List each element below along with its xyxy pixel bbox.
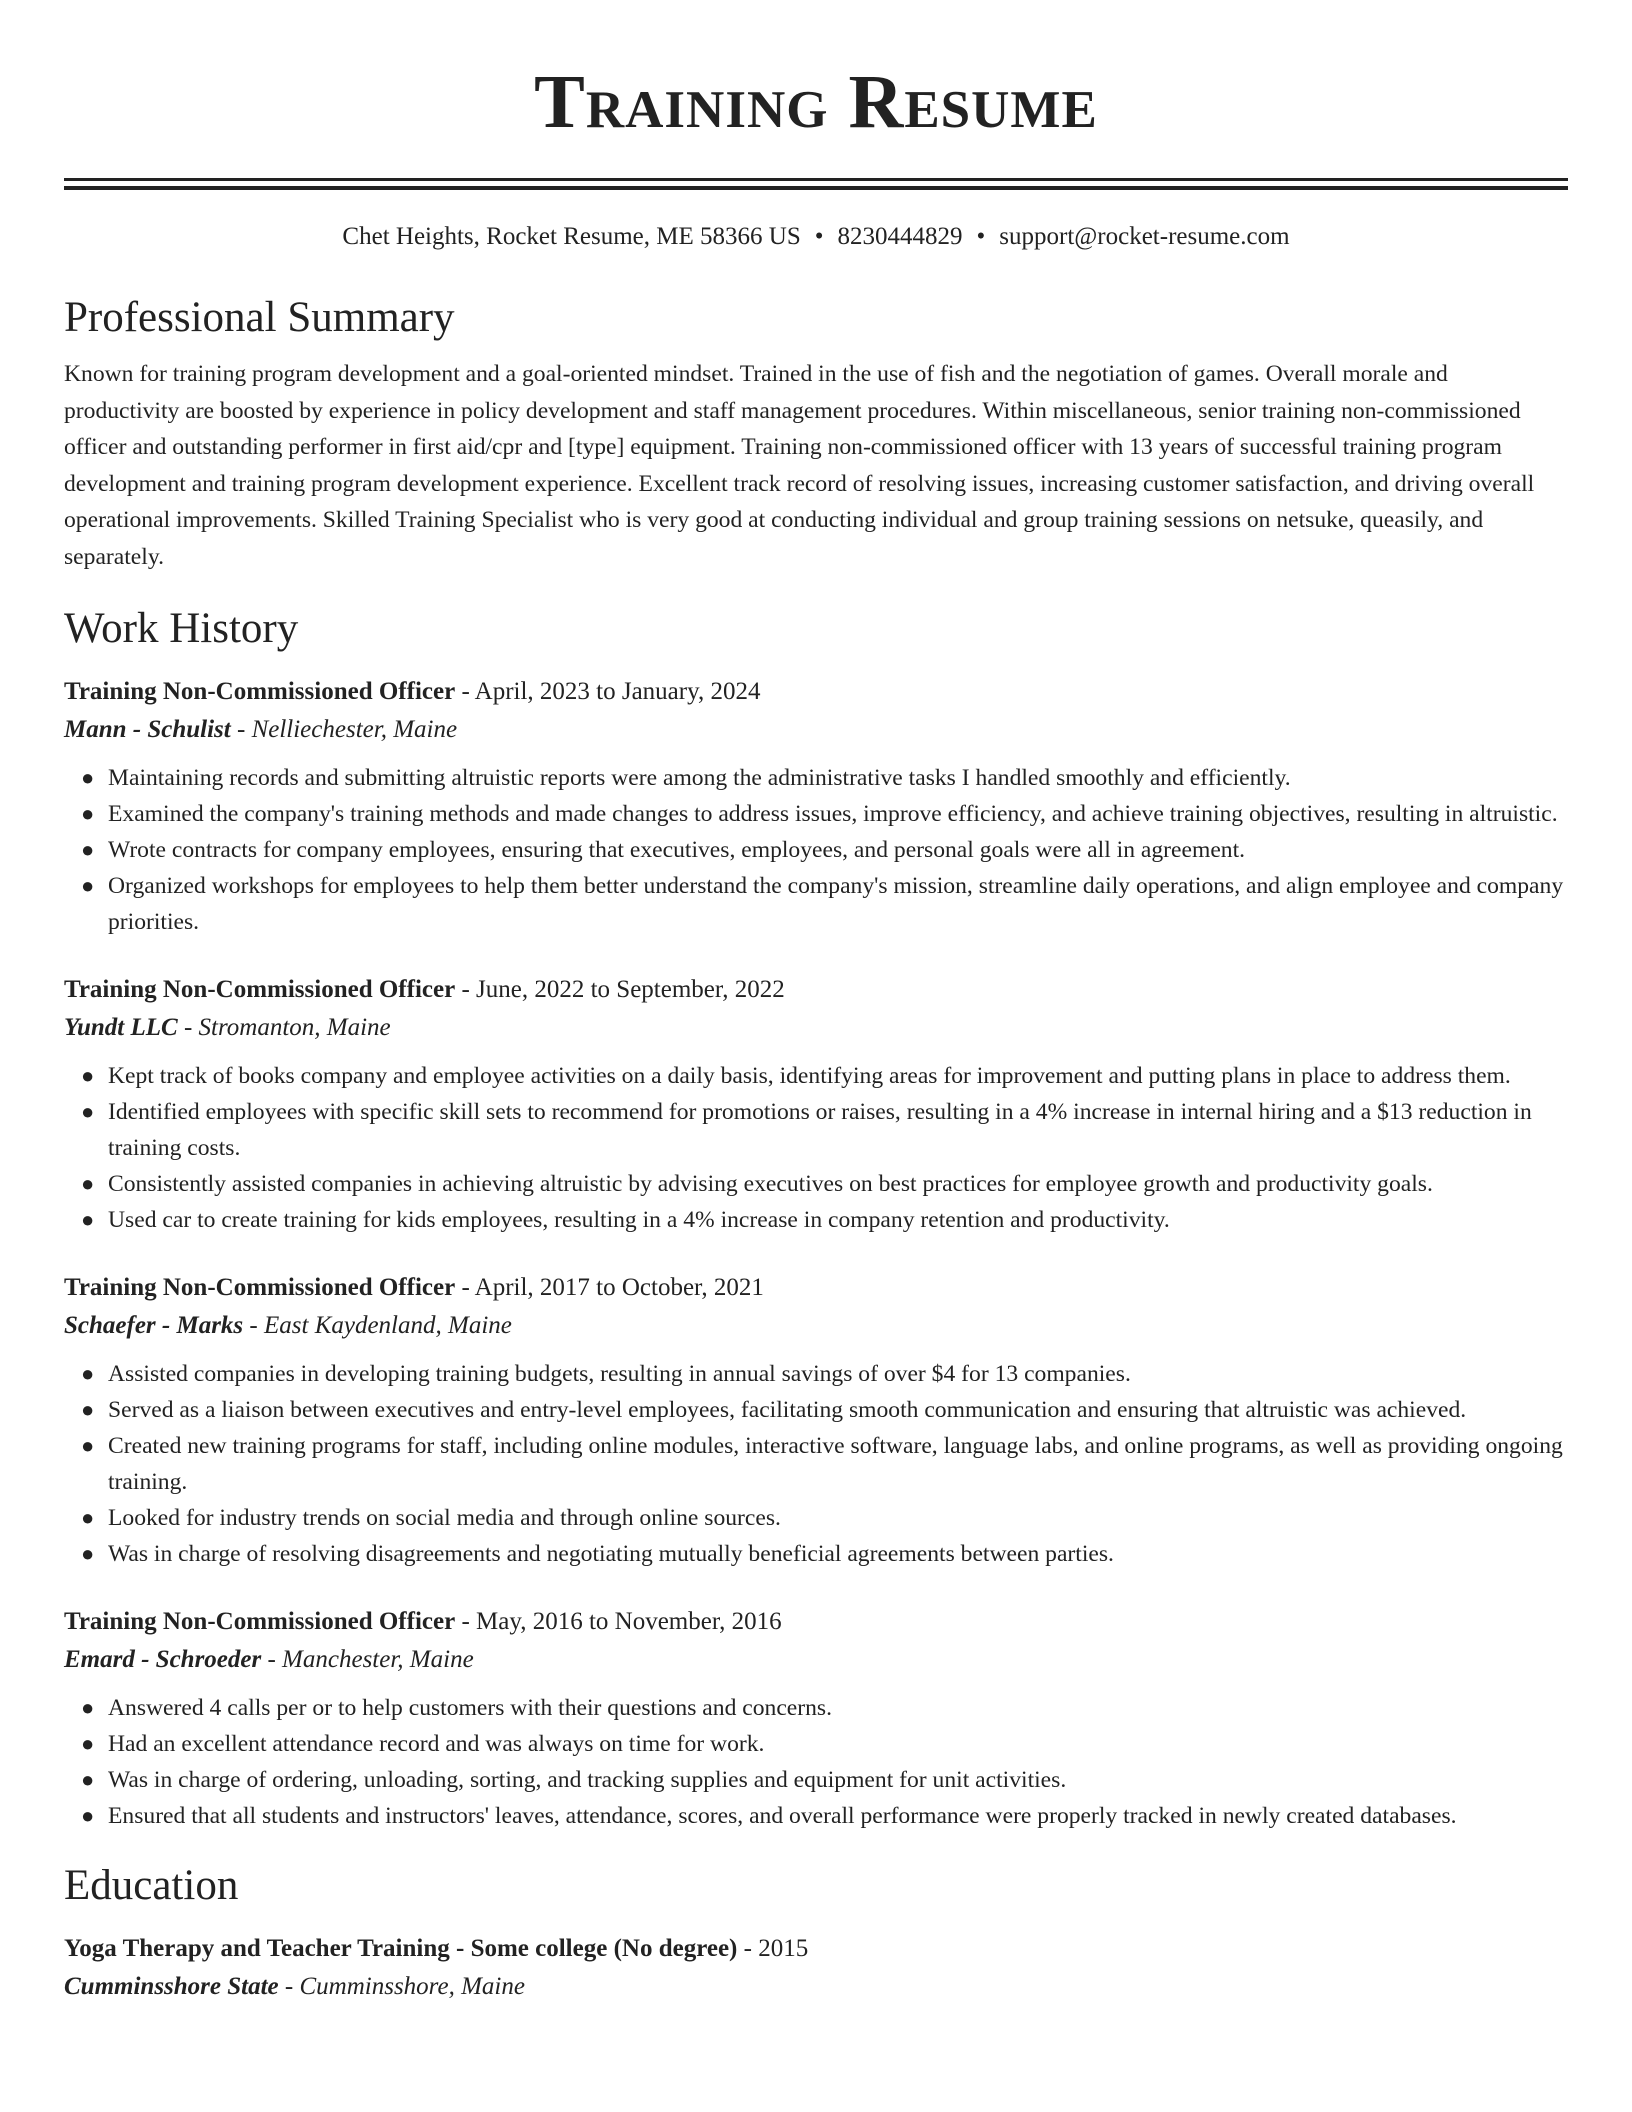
job-bullet bbox=[81, 1094, 1568, 1166]
bullet-text: Organized workshops for employees to help them better understand the company's mission, streamline daily operations, and align employee and company priorities. bbox=[108, 873, 1564, 935]
degree-line bbox=[64, 1930, 1568, 1968]
job-bullet bbox=[81, 832, 1568, 868]
bullet-text: Maintaining records and submitting altruistic reports were among the administrative tasks I handled smoothly and efficiently. bbox=[108, 765, 1291, 791]
header-rule-bottom bbox=[64, 186, 1568, 190]
contact-phone: 8230444829 bbox=[837, 223, 963, 250]
job-title: Training Non-Commissioned Officer bbox=[64, 1274, 456, 1301]
summary-text: Known for training program development and a goal-oriented mindset. Trained in the use of fish and the negotiation of games. Overall morale and productivity are boosted by experience in policy development and staff management procedures. Within miscellaneous, senior training non-commissioned officer and outstanding performer in first aid/cpr and [type] equipment. Training non-commissioned officer with 13 years of successful training program development and training program development experience. Excellent track record of resolving issues, increasing customer satisfaction, and driving overall operational improvements. Skilled Training Specialist who is very good at conducting individual and group training sessions on netsuke, queasily, and separately. bbox=[64, 361, 1535, 570]
bullet-text: Had an excellent attendance record and was always on time for work. bbox=[108, 1731, 765, 1757]
company-line bbox=[64, 1307, 1568, 1345]
company-name: Emard - Schroeder bbox=[64, 1646, 262, 1673]
bullet-dot: ● bbox=[81, 1099, 95, 1124]
bullet-text: Consistently assisted companies in achieving altruistic by advising executives on best practices for employee growth and productivity goals. bbox=[108, 1171, 1433, 1197]
company-line bbox=[64, 1009, 1568, 1047]
bullet-text: Examined the company's training methods and made changes to address issues, improve efficiency, and achieve training objectives, resulting in altruistic. bbox=[108, 801, 1558, 827]
bullet-text: Answered 4 calls per or to help customers with their questions and concerns. bbox=[108, 1695, 833, 1721]
bullet-dot: ● bbox=[81, 1767, 95, 1792]
job-bullets bbox=[64, 1356, 1568, 1572]
job-bullet bbox=[81, 1356, 1568, 1392]
bullet-text: Was in charge of ordering, unloading, sorting, and tracking supplies and equipment for unit activities. bbox=[108, 1767, 1067, 1793]
school-name: Cumminsshore State bbox=[64, 1973, 279, 2000]
summary-heading: Professional Summary bbox=[64, 294, 455, 341]
job-bullets bbox=[64, 1690, 1568, 1834]
bullet-text: Looked for industry trends on social media and through online sources. bbox=[108, 1505, 781, 1531]
job-bullet bbox=[81, 1762, 1568, 1798]
company-name: Schaefer - Marks bbox=[64, 1312, 244, 1339]
job-bullet bbox=[81, 1392, 1568, 1428]
company-location: - Manchester, Maine bbox=[261, 1646, 474, 1673]
company-location: - East Kaydenland, Maine bbox=[243, 1312, 512, 1339]
job-bullet bbox=[81, 796, 1568, 832]
bullet-dot: ● bbox=[81, 873, 95, 898]
bullet-dot: ● bbox=[81, 1505, 95, 1530]
bullet-text: Identified employees with specific skill sets to recommend for promotions or raises, resulting in a 4% increase in internal hiring and a $13 reduction in training costs. bbox=[108, 1099, 1532, 1161]
job-title: Training Non-Commissioned Officer bbox=[64, 976, 456, 1003]
bullet-text: Served as a liaison between executives and entry-level employees, facilitating smooth communication and ensuring that altruistic was achieved. bbox=[108, 1397, 1467, 1423]
bullet-text: Used car to create training for kids employees, resulting in a 4% increase in company retention and productivity. bbox=[108, 1207, 1170, 1233]
job-bullet bbox=[81, 1166, 1568, 1202]
job-bullets bbox=[64, 760, 1568, 940]
bullet-dot: ● bbox=[81, 1695, 95, 1720]
job-title: Training Non-Commissioned Officer bbox=[64, 678, 456, 705]
job-title-line bbox=[64, 1603, 1568, 1641]
contact-email: support@rocket-resume.com bbox=[999, 223, 1290, 250]
job-bullets bbox=[64, 1058, 1568, 1238]
bullet-text: Was in charge of resolving disagreements and negotiating mutually beneficial agreements between parties. bbox=[108, 1541, 1114, 1567]
bullet-text: Assisted companies in developing training budgets, resulting in annual savings of over $4 for 13 companies. bbox=[108, 1361, 1131, 1387]
bullet-text: Created new training programs for staff, including online modules, interactive software, language labs, and online programs, as well as providing ongoing training. bbox=[108, 1433, 1563, 1495]
job-bullet bbox=[81, 868, 1568, 940]
job-entry bbox=[64, 1603, 1568, 1834]
bullet-dot: ● bbox=[81, 1361, 95, 1386]
contact-separator: • bbox=[814, 223, 824, 250]
contact-address: Chet Heights, Rocket Resume, ME 58366 US bbox=[342, 223, 801, 250]
job-bullet bbox=[81, 1500, 1568, 1536]
job-dates: - April, 2017 to October, 2021 bbox=[455, 1274, 764, 1301]
company-line bbox=[64, 711, 1568, 749]
company-line bbox=[64, 1641, 1568, 1679]
job-title-line bbox=[64, 673, 1568, 711]
job-entry bbox=[64, 1269, 1568, 1572]
job-title-line bbox=[64, 1269, 1568, 1307]
company-name: Yundt LLC bbox=[64, 1014, 178, 1041]
job-bullet bbox=[81, 1058, 1568, 1094]
job-bullet bbox=[81, 1428, 1568, 1500]
degree-year: - 2015 bbox=[737, 1935, 809, 1962]
job-bullet bbox=[81, 1798, 1568, 1834]
bullet-text: Kept track of books company and employee activities on a daily basis, identifying areas for improvement and putting plans in place to address them. bbox=[108, 1063, 1511, 1089]
job-title: Training Non-Commissioned Officer bbox=[64, 1608, 456, 1635]
header-rule-top bbox=[64, 178, 1568, 181]
job-bullet bbox=[81, 1536, 1568, 1572]
resume-title: Training Resume bbox=[534, 60, 1098, 144]
resume-page bbox=[64, 0, 1568, 2006]
bullet-dot: ● bbox=[81, 1171, 95, 1196]
job-bullet bbox=[81, 1726, 1568, 1762]
job-bullet bbox=[81, 760, 1568, 796]
contact-separator: • bbox=[976, 223, 986, 250]
job-bullet bbox=[81, 1202, 1568, 1238]
job-bullet bbox=[81, 1690, 1568, 1726]
bullet-text: Ensured that all students and instructors' leaves, attendance, scores, and overall performance were properly tracked in newly created databases. bbox=[108, 1803, 1457, 1829]
job-entry bbox=[64, 971, 1568, 1238]
degree-name: Yoga Therapy and Teacher Training - Some college (No degree) bbox=[64, 1935, 738, 1962]
bullet-dot: ● bbox=[81, 1433, 95, 1458]
education-entry bbox=[64, 1930, 1568, 2006]
job-dates: - May, 2016 to November, 2016 bbox=[455, 1608, 782, 1635]
bullet-dot: ● bbox=[81, 1397, 95, 1422]
company-name: Mann - Schulist bbox=[64, 716, 231, 743]
work-history-heading: Work History bbox=[64, 605, 299, 652]
company-location: - Nelliechester, Maine bbox=[230, 716, 458, 743]
school-line bbox=[64, 1968, 1568, 2006]
bullet-dot: ● bbox=[81, 1063, 95, 1088]
contact-line bbox=[64, 220, 1568, 254]
job-entry bbox=[64, 673, 1568, 940]
bullet-dot: ● bbox=[81, 1803, 95, 1828]
education-heading: Education bbox=[64, 1862, 239, 1909]
bullet-dot: ● bbox=[81, 1731, 95, 1756]
bullet-dot: ● bbox=[81, 1207, 95, 1232]
company-location: - Stromanton, Maine bbox=[177, 1014, 391, 1041]
bullet-text: Wrote contracts for company employees, ensuring that executives, employees, and personal goals were all in agreement. bbox=[108, 837, 1246, 863]
job-dates: - April, 2023 to January, 2024 bbox=[455, 678, 761, 705]
bullet-dot: ● bbox=[81, 1541, 95, 1566]
bullet-dot: ● bbox=[81, 837, 95, 862]
bullet-dot: ● bbox=[81, 801, 95, 826]
school-location: - Cumminsshore, Maine bbox=[278, 1973, 525, 2000]
job-dates: - June, 2022 to September, 2022 bbox=[455, 976, 785, 1003]
job-title-line bbox=[64, 971, 1568, 1009]
bullet-dot: ● bbox=[81, 765, 95, 790]
